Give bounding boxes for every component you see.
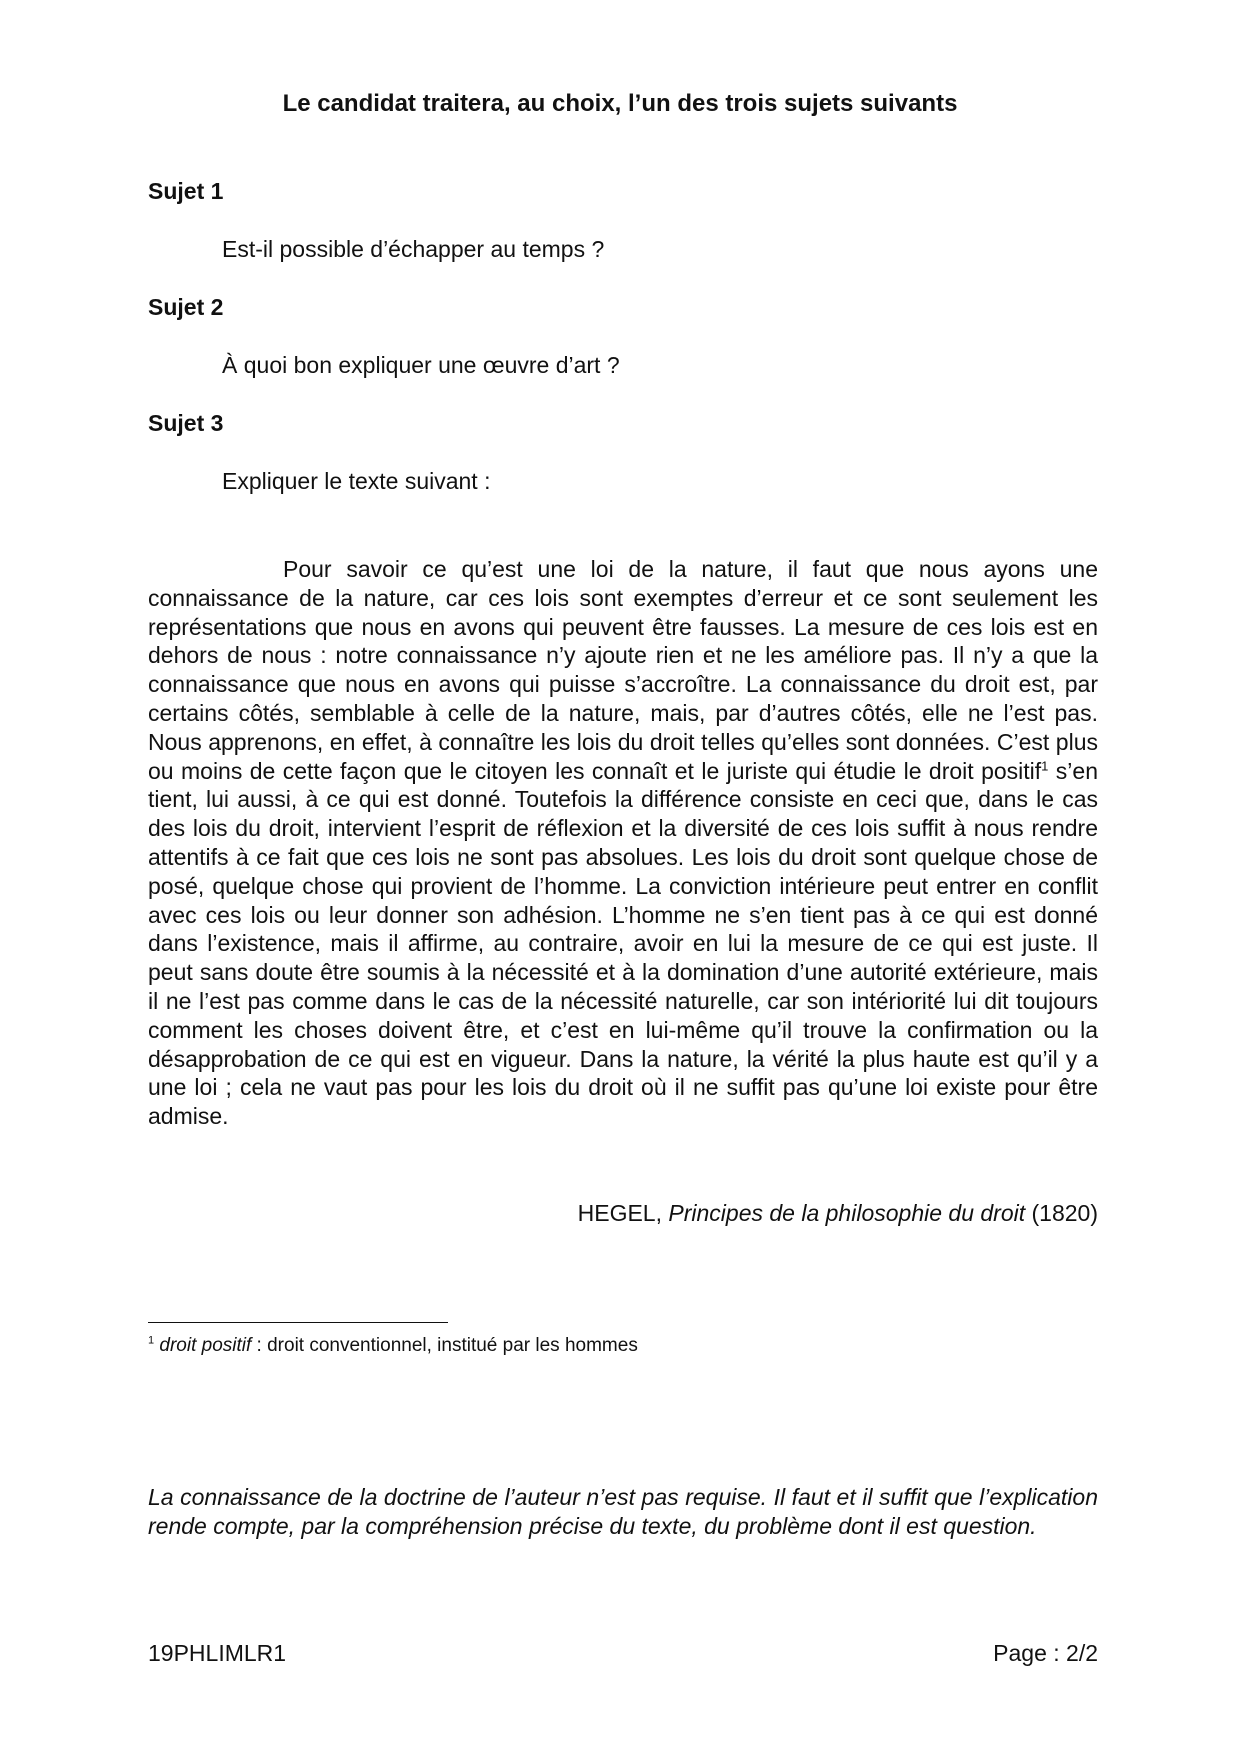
subject-2-question: À quoi bon expliquer une œuvre d’art ? (222, 352, 620, 378)
exam-instruction: La connaissance de la doctrine de l’auteur n’est pas requise. Il faut et il suffit que l’explication rende compte, par la compréhension précise du texte, du problème dont il est question. (148, 1484, 1098, 1539)
source-work-title: Principes de la philosophie du droit (668, 1200, 1026, 1226)
footnote-separator (148, 1322, 448, 1323)
footnote-reference: 1 (1041, 757, 1049, 773)
passage-text-part-1: Pour savoir ce qu’est une loi de la nature, il faut que nous ayons une connaissance de la nature, car ces lois sont exemptes d’erreur et ce sont seulement les représentations que nous en avons qui peuvent être fausses. La mesure de ces lois est en dehors de nous : notre connaissance n’y ajoute rien et ne les améliore pas. Il n’y a que la connaissance que nous en avons qui puisse s’accroître. La connaissance du droit est, par certains côtés, semblable à celle de la nature, mais, par d’autres côtés, elle ne l’est pas. Nous apprenons, en effet, à connaître les lois du droit telles qu’elles sont données. C’est plus ou moins de cette façon que le citoyen les connaît et le juriste qui étudie le droit positif (148, 556, 1098, 784)
source-author: HEGEL, (577, 1200, 662, 1226)
exam-code: 19PHLIMLR1 (148, 1640, 287, 1666)
subject-2-heading: Sujet 2 (148, 294, 224, 320)
passage-text-part-2: s’en tient, lui aussi, à ce qui est donné. Toutefois la différence consiste en ceci que, dans le cas des lois du droit, intervient l’esprit de réflexion et la diversité de ces lois suffit à nous rendre attentifs à ce fait que ces lois ne sont pas absolues. Les lois du droit sont quelque chose de posé, quelque chose qui provient de l’homme. La conviction intérieure peut entrer en conflit avec ces lois ou leur donner son adhésion. L’homme ne s’en tient pas à ce qui est donné dans l’existence, mais il affirme, au contraire, avoir en lui la mesure de ce qui est juste. Il peut sans doute être soumis à la nécessité et à la domination d’une autorité extérieure, mais il ne l’est pas comme dans le cas de la nécessité naturelle, car son intériorité lui dit toujours comment les choses doivent être, et c’est en lui-même qu’il trouve la confirmation ou la désapprobation de ce qui est en vigueur. Dans la nature, la vérité la plus haute est qu’il y a une loi ; cela ne vaut pas pour les lois du droit où il ne suffit pas qu’une loi existe pour être admise. (148, 757, 1098, 1130)
footnote-marker: 1 (148, 1334, 155, 1347)
source-year: (1820) (1031, 1200, 1098, 1226)
page-title: Le candidat traitera, au choix, l’un des trois sujets suivants (282, 90, 958, 117)
subject-3-heading: Sujet 3 (148, 410, 224, 436)
subject-3-question: Expliquer le texte suivant : (222, 468, 491, 494)
footnote-definition: : droit conventionnel, institué par les hommes (251, 1335, 638, 1356)
footnote (148, 1335, 638, 1357)
source-citation (578, 1200, 1098, 1227)
subject-1-question: Est-il possible d’échapper au temps ? (222, 236, 605, 262)
footnote-term: droit positif (159, 1335, 252, 1356)
page-number: Page : 2/2 (993, 1640, 1098, 1666)
subject-1-heading: Sujet 1 (148, 178, 224, 204)
text-passage (148, 555, 1098, 1131)
